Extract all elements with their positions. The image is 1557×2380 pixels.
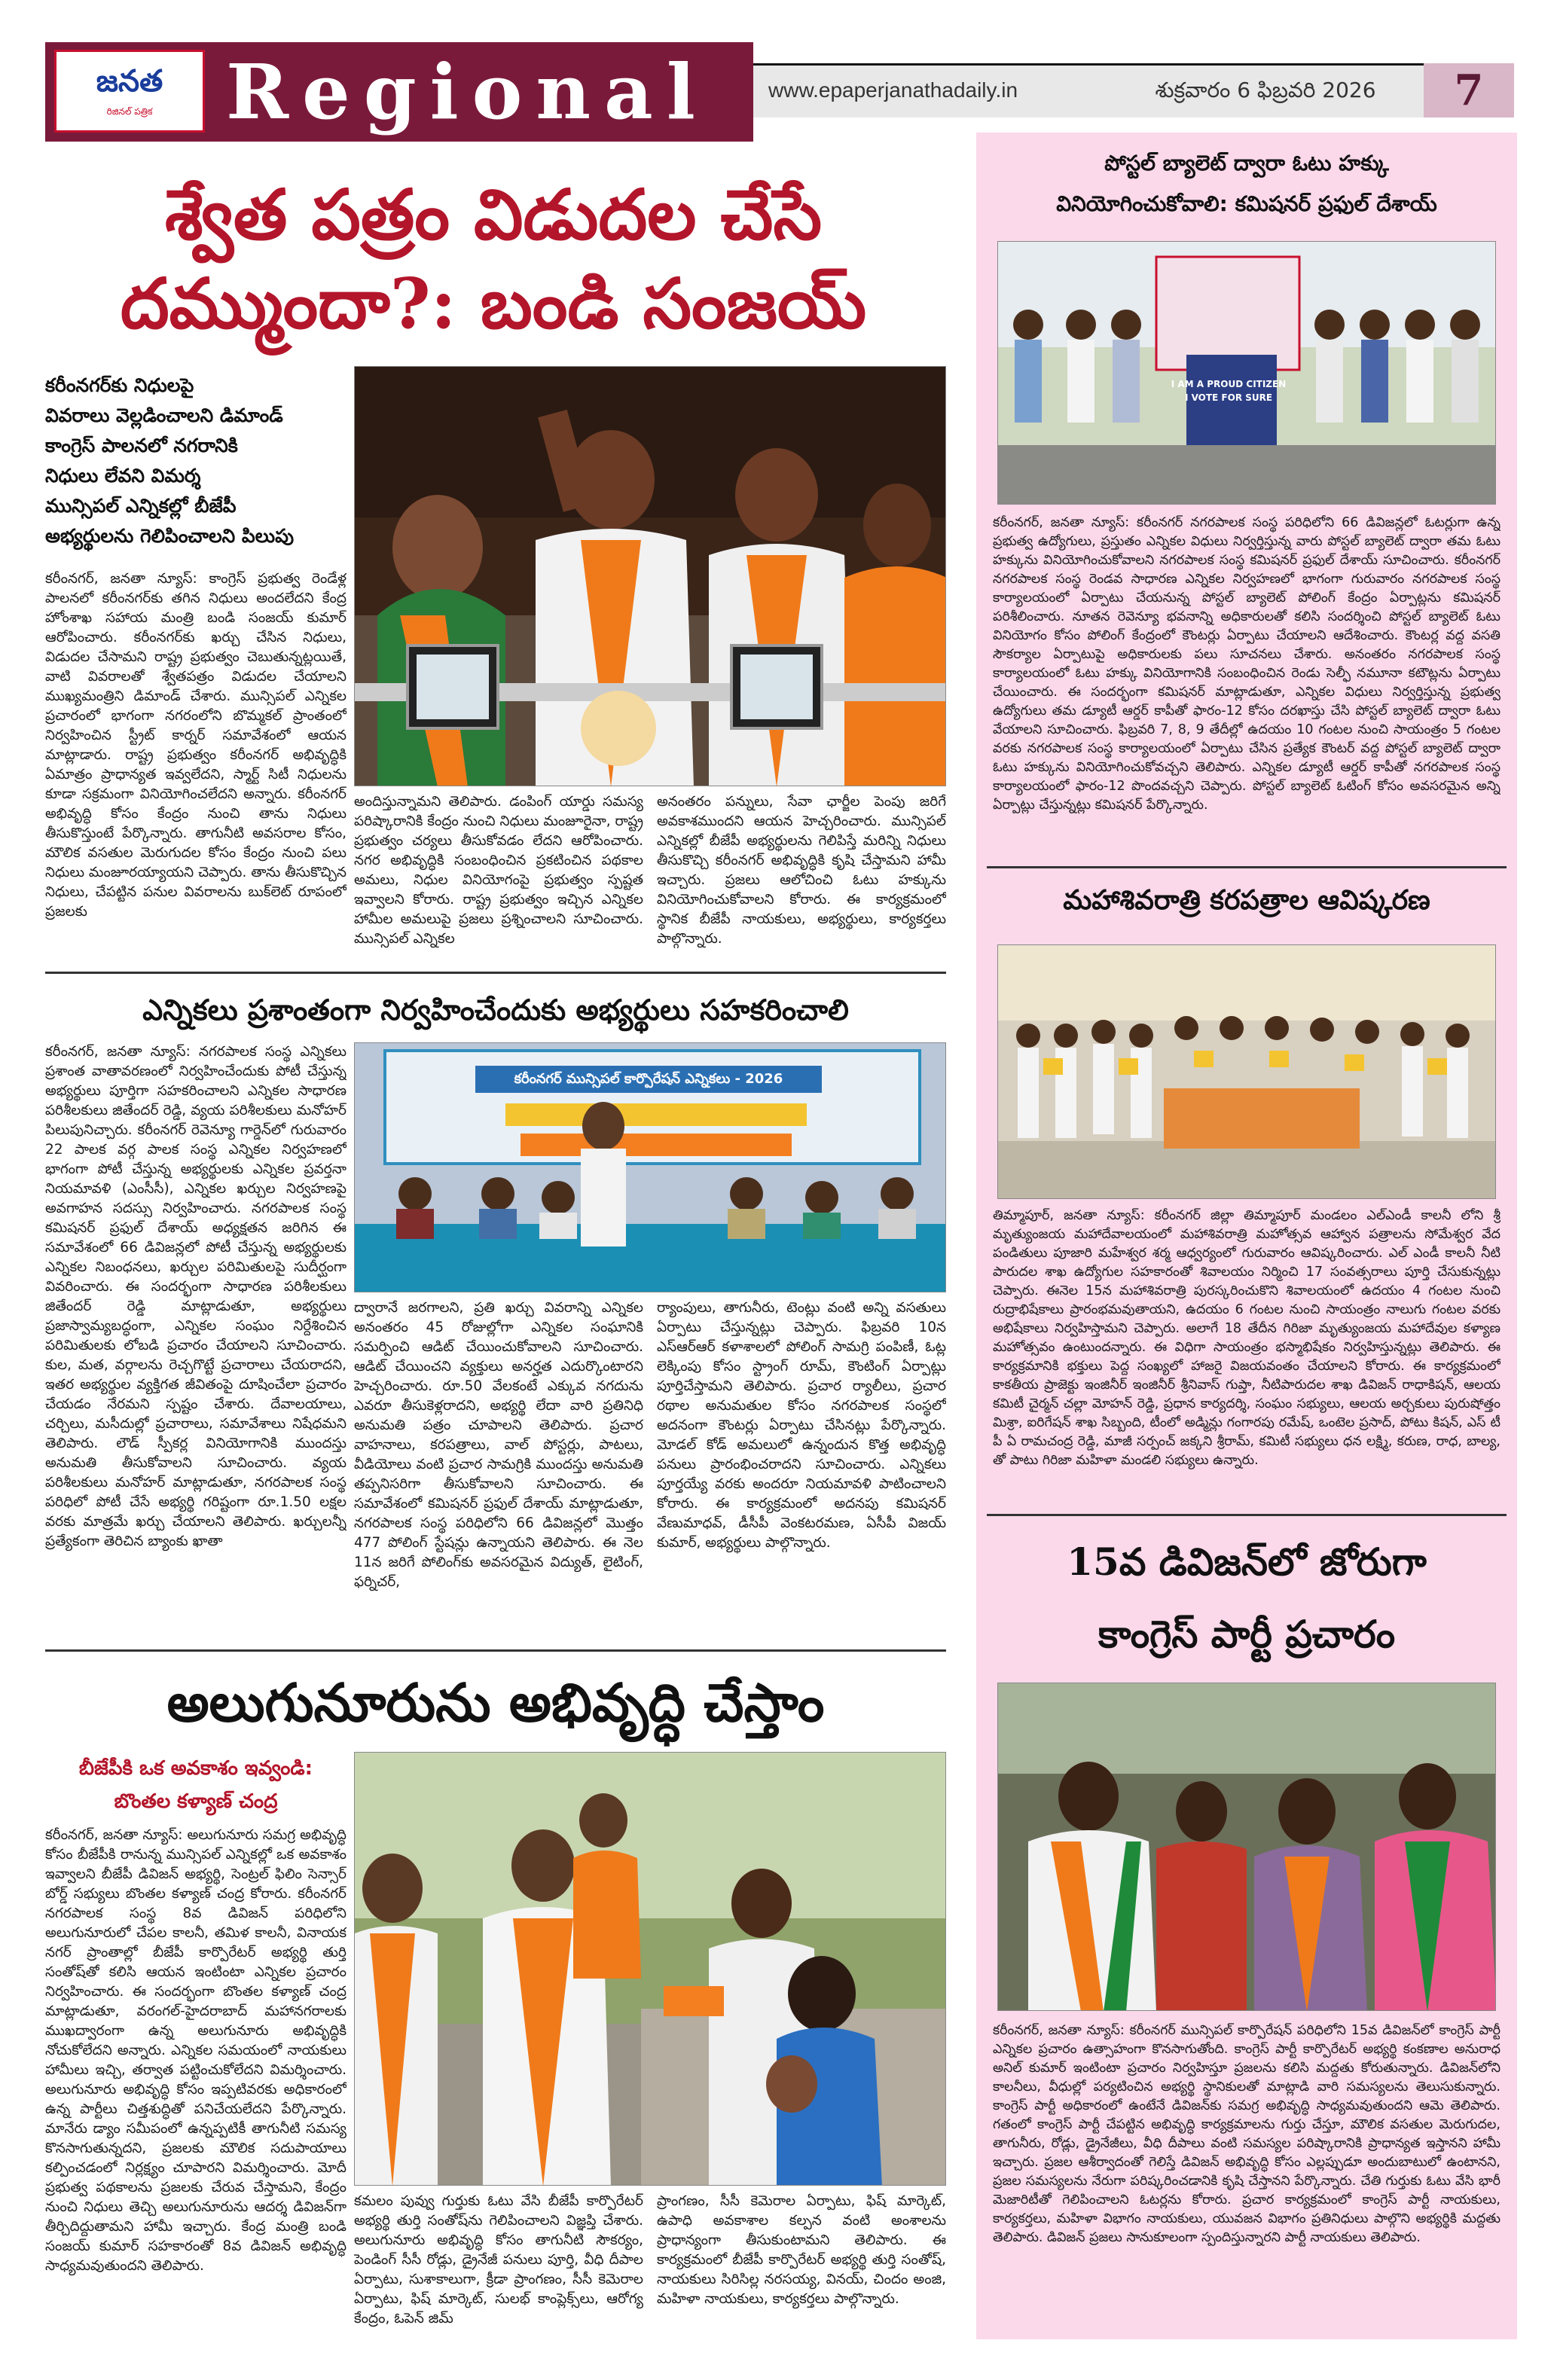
sidebar3-headline-line1: 15వ డివిజన్‌లో జోరుగా	[1067, 1539, 1427, 1584]
story3-subhead-line1: బీజేపీకి ఒక అవకాశం ఇవ్వండి:	[78, 1757, 313, 1780]
divider	[45, 1649, 946, 1652]
story1-subhead: అభ్యర్థులను గెలిపించాలని పిలుపు	[45, 525, 295, 547]
story1-subheads	[45, 371, 347, 559]
sidebar2-leaflet-photo	[997, 944, 1496, 1199]
logo-text: జనత	[96, 63, 163, 99]
story1-headline-line1: శ్వేత పత్రం విడుదల చేసే	[164, 174, 823, 255]
sidebar1-voting-photo	[997, 241, 1496, 505]
story2-banner-text: కరీంనగర్ మున్సిపల్ కార్పొరేషన్ ఎన్నికలు - 2026	[514, 1071, 783, 1087]
story1-headline	[45, 170, 942, 351]
sidebar3-body: కరీంనగర్, జనతా న్యూస్: కరీంనగర్ మున్సిపల్ కార్పొరేషన్ పరిధిలోని 15వ డివిజన్‌లో కాంగ్రెస్ పార్టీ ఎన్నికల ప్రచారం ఉత్సాహంగా కొనసాగుతోంది. కాంగ్రెస్ పార్టీ కార్పొరేటర్ అభ్యర్థి కంకణాల అనురాధ అనిల్ కుమార్ ఇంటింటా ప్రచారం నిర్వహిస్తూ ప్రజలను కలిసి మద్దతు కోరుతున్నారు. డివిజన్‌లోని కాలనీలు, వీధుల్లో పర్యటించిన అభ్యర్థి స్థానికులతో మాట్లాడి వారి సమస్యలను తెలుసుకున్నారు. కాంగ్రెస్ పార్టీ అధికారంలో ఉంటేనే డివిజన్‌కు సమగ్ర అభివృద్ధి సాధ్యమవుతుందని ఆమె తెలిపారు. గతంలో కాంగ్రెస్ పార్టీ చేపట్టిన అభివృద్ధి కార్యక్రమాలను గుర్తు చేస్తూ, మౌలిక వసతుల మెరుగుదల, తాగునీరు, రోడ్లు, డ్రైనేజీలు, వీధి దీపాలు వంటి సమస్యల పరిష్కారానికి ప్రాధాన్యత ఇస్తానని హామీ ఇచ్చారు. ప్రజల ఆశీర్వాదంతో గెలిస్తే డివిజన్ అభివృద్ధి కోసం ఎల్లప్పుడూ అందుబాటులో ఉంటానని, ప్రజల సమస్యలను నేరుగా పరిష్కరించడానికి కృషి చేస్తానని పేర్కొన్నారు. చేతి గుర్తుకు ఓటు వేసి భారీ మెజారిటీతో గెలిపించాలని ఓటర్లను కోరారు. ప్రచార కార్యక్రమంలో కాంగ్రెస్ పార్టీ నాయకులు, కార్యకర్తలు, మహిళా విభాగం నాయకులు, యువజన విభాగం ప్రతినిధులు పాల్గొని అభ్యర్థికి మద్దతు తెలిపారు. డివిజన్ ప్రజలు సానుకూలంగా స్పందిస్తున్నారని పార్టీ నాయకులు తెలిపారు.	[993, 2023, 1501, 2245]
story1-body-col2: అందిస్తున్నామని తెలిపారు. డంపింగ్ యార్డు సమస్య పరిష్కారానికి కేంద్రం నుంచి నిధులు మంజూరైనా, రాష్ట్ర ప్రభుత్వం చర్యలు తీసుకోవడం లేదని ఆరోపించారు. నగర అభివృద్ధికి సంబంధించిన ప్రకటించిన పథకాల అమలు, నిధుల వినియోగంపై ప్రభుత్వం స్పష్టత ఇవ్వాలని కోరారు. రాష్ట్ర ప్రభుత్వం ఇచ్చిన ఎన్నికల హామీల అమలుపై ప్రజలు ప్రశ్నించాలని సూచించారు. మున్సిపల్ ఎన్నికల	[354, 794, 643, 947]
sidebar3-headline-line2: కాంగ్రెస్ పార్టీ ప్రచారం	[1098, 1612, 1396, 1656]
story1-headline-line2: దమ్ముందా?: బండి సంజయ్	[120, 263, 867, 344]
story3-body-col2: కమలం పువ్వు గుర్తుకు ఓటు వేసి బీజేపీ కార్పొరేటర్ అభ్యర్థి తుర్తి సంతోష్‌ను గెలిపించాలని విజ్ఞప్తి చేశారు. అలుగునూరు అభివృద్ధి కోసం తాగునీటి సౌకర్యం, పెండింగ్ సీసీ రోడ్లు, డ్రైనేజీ పనులు పూర్తి, వీధి దీపాల ఏర్పాటు, సుశాకాలుగా, క్రీడా ప్రాంగణం, సీసీ కెమెరాల ఏర్పాటు, ఫిష్ మార్కెట్, సులభ్ కాంప్లెక్స్‌లు, ఆరోగ్య కేంద్రం, ఓపెన్ జిమ్	[354, 2193, 643, 2327]
story2-meeting-photo	[354, 1042, 946, 1292]
story1-subhead: నిధులు లేవని విమర్శ	[45, 465, 201, 487]
sidebar3-headline	[987, 1526, 1507, 1677]
story2-body-col1: కరీంనగర్, జనతా న్యూస్: నగరపాలక సంస్థ ఎన్నికలు ప్రశాంత వాతావరణంలో నిర్వహించేందుకు పోటీ చేస్తున్న అభ్యర్థులు పూర్తిగా సహకరించాలని ఎన్నికల సాధారణ పరిశీలకులు జితేందర్ రెడ్డి, వ్యయ పరిశీలకులు మనోహర్ పిలుపునిచ్చారు. కరీంనగర్ రెవెన్యూ గార్డెన్‌లో గురువారం 22 పాలక వర్గ పాలక సంస్థ ఎన్నికల నిర్వహణలో భాగంగా పోటీ చేస్తున్న అభ్యర్థులకు ఎన్నికల ప్రవర్తనా నియమావళి (ఎంసీసీ), ఎన్నికల ఖర్చుల నిర్వహణపై అవగాహన సదస్సు నిర్వహించారు. నగరపాలక సంస్థ కమిషనర్ ప్రఫుల్ దేశాయ్ అధ్యక్షతన జరిగిన ఈ సమావేశంలో 66 డివిజన్లలో పోటీ చేస్తున్న అభ్యర్థులకు ఎన్నికల నిబంధనలు, ఖర్చుల పరిమితులపై సుదీర్ఘంగా వివరించారు. ఈ సందర్భంగా సాధారణ పరిశీలకులు జితేందర్ రెడ్డి మాట్లాడుతూ, అభ్యర్థులు ప్రజాస్వామ్యబద్ధంగా, ఎన్నికల సంఘం నిర్దేశించిన పరిమితులకు లోబడి ప్రచారం చేయాలని సూచించారు. కుల, మత, వర్గాలను రెచ్చగొట్టే ప్రచారాలు చేయరాదని, ఇతర అభ్యర్థుల వ్యక్తిగత జీవితంపై దూషించేలా ప్రచారం చేయడం నేరమని స్పష్టం చేశారు. దేవాలయాలు, చర్చిలు, మసీదుల్లో ప్రచారాలు, సమావేశాలు నిషేధమని తెలిపారు. లౌడ్ స్పీకర్ల వినియోగానికి ముందస్తు అనుమతి తీసుకోవాలని సూచించారు. వ్యయ పరిశీలకులు మనోహర్ మాట్లాడుతూ, నగరపాలక సంస్థ పరిధిలో పోటీ చేసే అభ్యర్థి గరిష్టంగా రూ.1.50 లక్షల వరకు మాత్రమే ఖర్చు చేయాలని తెలిపారు. ఖర్చులన్నీ ప్రత్యేకంగా తెరిచిన బ్యాంకు ఖాతా	[45, 1044, 347, 1549]
sidebar1-body: కరీంనగర్, జనతా న్యూస్: కరీంనగర్ నగరపాలక సంస్థ పరిధిలోని 66 డివిజన్లలో ఓటర్లుగా ఉన్న ప్రభుత్వ ఉద్యోగులు, ప్రస్తుతం ఎన్నికల విధులు నిర్వర్తిస్తున్న వారు పోస్టల్ బ్యాలెట్ ద్వారా తమ ఓటు హక్కును వినియోగించుకోవాలని నగరపాలక సంస్థ కమిషనర్ ప్రఫుల్ దేశాయ్ సూచించారు. కరీంనగర్ నగరపాలక సంస్థ రెండవ సాధారణ ఎన్నికల నిర్వహణలో భాగంగా గురువారం నగరపాలక సంస్థ కార్యాలయంలో ఏర్పాటు చేయనున్న పోస్టల్ బ్యాలెట్ పోలింగ్ కేంద్రం ఏర్పాట్లను కమిషనర్ పరిశీలించారు. నూతన రెవెన్యూ భవనాన్ని అధికారులతో కలిసి సందర్శించి పోస్టల్ బ్యాలెట్ ఓటు వినియోగం కోసం పోలింగ్ కేంద్రంలో కౌంటర్లు ఏర్పాటు చేయాలని ఆదేశించారు. కౌంటర్ల వద్ద వసతి సౌకర్యాల ఏర్పాటుపై అధికారులకు పలు సూచనలు చేశారు. అనంతరం నగరపాలక సంస్థ కార్యాలయంలో ఓటు హక్కు వినియోగానికి సంబంధించిన రెండు సెల్ఫీ నమూనా కటౌట్లను ఏర్పాటు చేయించారు. ఈ సందర్భంగా కమిషనర్ మాట్లాడుతూ, ఎన్నికల విధులు నిర్వర్తిస్తున్న ప్రభుత్వ ఉద్యోగులు తమ డ్యూటీ ఆర్డర్ కాపీతో ఫారం-12 కోసం దరఖాస్తు చేసి పోస్టల్ బ్యాలెట్ ద్వారా ఓటు వేయాలని సూచించారు. ఫిబ్రవరి 7, 8, 9 తేదీల్లో ఉదయం 10 గంటల నుంచి సాయంత్రం 5 గంటల వరకు నగరపాలక సంస్థ కార్యాలయంలో ఏర్పాటు చేసిన ప్రత్యేక కౌంటర్ వద్ద పోస్టల్ బ్యాలెట్ ద్వారా ఓటు హక్కును వినియోగించుకోవచ్చని తెలిపారు. ఎన్నికల డ్యూటీ ఆర్డర్ కాపీతో నగరపాలక సంస్థ కార్యాలయంలో ఫారం-12 పొందవచ్చని చెప్పారు. పోస్టల్ బ్యాలెట్ ఓటింగ్ కోసం అవసరమైన అన్ని ఏర్పాట్లు చేస్తున్నట్లు కమిషనర్ పేర్కొన్నారు.	[993, 515, 1501, 813]
story2-body-col3: ర్యాంపులు, తాగునీరు, టెంట్లు వంటి అన్ని వసతులు ఏర్పాటు చేస్తున్నట్లు చెప్పారు. ఫిబ్రవరి 10న ఎస్ఆర్ఆర్ కళాశాలలో పోలింగ్ సామగ్రి పంపిణీ, ఓట్ల లెక్కింపు కోసం స్ట్రాంగ్ రూమ్, కౌంటింగ్ ఏర్పాట్లు పూర్తిచేస్తామని తెలిపారు. ప్రచార ర్యాలీలు, ప్రచార రథాల అనుమతుల కోసం నగరపాలక సంస్థలో అదనంగా కౌంటర్లు ఏర్పాటు చేసినట్లు పేర్కొన్నారు. మోడల్ కోడ్ అమలులో ఉన్నందున కొత్త అభివృద్ధి పనులు ప్రారంభించరాదని సూచించారు. ఎన్నికలు పూర్తయ్యే వరకు అందరూ నియమావళి పాటించాలని కోరారు. ఈ కార్యక్రమంలో అదనపు కమిషనర్ వేణుమాధవ్, డీసీపీ వెంకటరమణ, ఏసీపీ విజయ్ కుమార్, అభ్యర్థులు పాల్గొన్నారు.	[657, 1300, 946, 1551]
divider	[45, 972, 946, 974]
sidebar1-banner-text: I AM A PROUD CITIZEN I VOTE FOR SURE	[1171, 379, 1287, 403]
website-url[interactable]: www.epaperjanathadaily.in	[768, 78, 1018, 102]
story3-body-col1: కరీంనగర్, జనతా న్యూస్: అలుగునూరు సమగ్ర అభివృద్ధి కోసం బీజేపీకి రానున్న మున్సిపల్ ఎన్నికల్లో ఒక అవకాశం ఇవ్వాలని బీజేపీ డివిజన్ అభ్యర్థి, సెంట్రల్ ఫిలిం సెన్సార్ బోర్డ్ సభ్యులు బొంతల కళ్యాణ్ చంద్ర కోరారు. కరీంనగర్ నగరపాలక సంస్థ 8వ డివిజన్ పరిధిలోని అలుగునూరులో చేపల కాలనీ, తమిళ కాలనీ, వినాయక నగర్ ప్రాంతాల్లో బీజేపీ కార్పొరేటర్ అభ్యర్థి తుర్తి సంతోష్‌తో కలిసి ఆయన ఇంటింటా ఎన్నికల ప్రచారం నిర్వహించారు. ఈ సందర్భంగా బొంతల కళ్యాణ్ చంద్ర మాట్లాడుతూ, వరంగల్-హైదరాబాద్ మహానగరాలకు ముఖద్వారంగా ఉన్న అలుగునూరు అభివృద్ధికి నోచుకోలేదని అన్నారు. ఎన్నికల సమయంలో నాయకులు హామీలు ఇచ్చి, తర్వాత పట్టించుకోలేదని విమర్శించారు. అలుగునూరు అభివృద్ధి కోసం ఇప్పటివరకు అధికారంలో ఉన్న పార్టీలు చిత్తశుద్ధితో పనిచేయలేదని పేర్కొన్నారు. మానేరు డ్యాం సమీపంలో ఉన్నప్పటికీ తాగునీటి సమస్య కొనసాగుతున్నదని, ప్రజలకు మౌలిక సదుపాయాలు కల్పించడంలో నిర్లక్ష్యం చూపారని విమర్శించారు. మోదీ ప్రభుత్వ పథకాలను ప్రజలకు చేరువ చేస్తామని, కేంద్రం నుంచి నిధులు తెచ్చి అలుగునూరును ఆదర్శ డివిజన్‌గా తీర్చిదిద్దుతామని హామీ ఇచ్చారు. కేంద్ర మంత్రి బండి సంజయ్ కుమార్ సహకారంతో 8వ డివిజన్ అభివృద్ధి సాధ్యమవుతుందని తెలిపారు.	[45, 1827, 347, 2274]
sidebar1-headline-line2: వినియోగించుకోవాలి: కమిషనర్ ప్రఫుల్ దేశాయ్	[1056, 191, 1437, 216]
logo-subtext: రిజినల్ పత్రిక	[106, 105, 153, 117]
sidebar3-campaign-photo	[997, 1683, 1496, 2011]
story2-body-col2: ద్వారానే జరగాలని, ప్రతి ఖర్చు వివరాన్ని ఎన్నికల అనంతరం 45 రోజుల్లోగా ఎన్నికల సంఘానికి సమర్పించి ఆడిట్ చేయించుకోవాలని సూచించారు. ఆడిట్ చేయించని వ్యక్తులు అనర్హత ఎదుర్కొంటారని హెచ్చరించారు. రూ.50 వేలకంటే ఎక్కువ నగదును ఎవరూ తీసుకెళ్లరాదని, అభ్యర్థి లేదా వారి ప్రతినిధి అనుమతి పత్రం చూపాలని తెలిపారు. ప్రచార వాహనాలు, కరపత్రాలు, వాల్ పోస్టర్లు, పాటలు, వీడియోలు వంటి ప్రచార సామగ్రికి ముందస్తు అనుమతి తప్పనిసరిగా తీసుకోవాలని సూచించారు. ఈ సమావేశంలో కమిషనర్ ప్రఫుల్ దేశాయ్ మాట్లాడుతూ, నగరపాలక సంస్థ పరిధిలోని 66 డివిజన్లలో మొత్తం 477 పోలింగ్ స్టేషన్లు ఉన్నాయని తెలిపారు. ఈ నెల 11న జరిగే పోలింగ్‌కు అవసరమైన విద్యుత్, లైటింగ్, ఫర్నిచర్,	[354, 1300, 643, 1590]
story1-rally-photo	[354, 366, 946, 786]
story1-body-col1: కరీంనగర్, జనతా న్యూస్: కాంగ్రెస్ ప్రభుత్వ రెండేళ్ల పాలనలో కరీంనగర్‌కు తగిన నిధులు అందలేదని కేంద్ర హోంశాఖ సహాయ మంత్రి బండి సంజయ్ కుమార్ ఆరోపించారు. కరీంనగర్‌కు ఖర్చు చేసిన నిధులు, విడుదల చేసామని రాష్ట్ర ప్రభుత్వం చెబుతున్నట్లయితే, వాటి వివరాలతో శ్వేతపత్రం విడుదల చేయాలని ముఖ్యమంత్రిని డిమాండ్ చేశారు. మున్సిపల్ ఎన్నికల ప్రచారంలో భాగంగా నగరంలోని బొమ్మకల్ ప్రాంతంలో నిర్వహించిన స్ట్రీట్ కార్నర్ సమావేశంలో ఆయన మాట్లాడారు. రాష్ట్ర ప్రభుత్వం కరీంనగర్ అభివృద్ధికి ఏమాత్రం ప్రాధాన్యత ఇవ్వలేదని, స్మార్ట్ సిటీ నిధులను కూడా సక్రమంగా వినియోగించలేదని అన్నారు. కరీంనగర్ అభివృద్ధి కోసం కేంద్రం నుంచి తాను నిధులు తీసుకొస్తుంటే పేర్కొన్నారు. తాగునీటి అవసరాల కోసం, మౌలిక వసతుల మెరుగుదల కోసం కేంద్రం నుంచి పలు నిధులు మంజూరయ్యాయని చెప్పారు. తాను తీసుకొచ్చిన నిధులు, చేపట్టిన పనుల వివరాలను బుక్‌లెట్ రూపంలో ప్రజలకు	[45, 571, 347, 920]
story3-headline: అలుగునూరును అభివృద్ధి చేస్తాం	[166, 1671, 825, 1734]
story1-subhead: వివరాలు వెల్లడించాలని డిమాండ్	[45, 404, 283, 426]
section-title: Regional	[226, 47, 709, 136]
sidebar2-body: తిమ్మాపూర్, జనతా న్యూస్: కరీంనగర్ జిల్లా తిమ్మాపూర్ మండలం ఎల్ఎండీ కాలనీ లోని శ్రీ మృత్యుంజయ మహాదేవాలయంలో మహాశివరాత్రి మహోత్సవ ఆహ్వాన పత్రాలను సోమేశ్వర వేద పండితులు పూజారి మహేశ్వర శర్మ ఆధ్వర్యంలో గురువారం ఆవిష్కరించారు. ఎల్ ఎండీ కాలనీ నీటి పారుదల శాఖ ఉద్యోగుల సహకారంతో శివాలయం నిర్మించి 17 సంవత్సరాలు పూర్తి చేసుకున్నట్లు చెప్పారు. ఈనెల 15న మహాశివరాత్రి పురస్కరించుకొని శివాలయంలో ఉదయం 4 గంటల నుంచి రుద్రాభిషేకాలు ప్రారంభమవుతాయని, ఉదయం 6 గంటల నుంచి సాయంత్రం నాలుగు గంటల వరకు అభిషేకాలు నిర్వహిస్తామని చెప్పారు. అలాగే 18 తేదీన గిరిజా మృత్యుంజయ మహాదేవుల కళ్యాణ మహోత్సవం ఉంటుందన్నారు. ఈ విధిగా సాయంత్రం భస్మాభిషేకం నిర్వహిస్తున్నట్లు తెలిపారు. ఈ కార్యక్రమానికి భక్తులు పెద్ద సంఖ్యలో హాజరై విజయవంతం చేయాలని కోరారు. ఈ కార్యక్రమంలో కాకతీయ ప్రాజెక్టు ఇంజినీర్ ఇంజినీర్ శ్రీనివాస్ గుప్తా, నీటిపారుదల శాఖ డివిజన్ రాధాకిషన్, ఆలయ కమిటీ చైర్మన్ చల్లా మోహన్ రెడ్డి, ప్రధాన కార్యదర్శి, సంఘం సభ్యులు, ఆలయ అర్చకులు పురుషోత్తం మిశ్రా, ఐరిగేషన్ శాఖ సిబ్బంది, టీంలో అడ్మిన్లు గంగారపు రమేష్, ఒంటెల ప్రసాద్, పోటు కిషన్, ఎస్ టీ పీ ఏ రామచంద్ర రెడ్డి, మాజీ సర్పంచ్ జక్కని శ్రీరామ్, కమిటీ సభ్యులు ధన లక్ష్మి, కరుణ, రాధ, బాల్య, తో పాటు గిరిజా మహిళా మండలి సభ్యులు ఉన్నారు.	[993, 1208, 1501, 1468]
story3-body-col3: ప్రాంగణం, సీసీ కెమెరాల ఏర్పాటు, ఫిష్ మార్కెట్, ఉపాధి అవకాశాల కల్పన వంటి అంశాలను ప్రాధాన్యంగా తీసుకుంటామని తెలిపారు. ఈ కార్యక్రమంలో బీజేపీ కార్పొరేటర్ అభ్యర్థి తుర్తి సంతోష్, నాయకులు సిరిసిల్ల నరసయ్య, వినయ్, చిందం అంజి, మహిళా నాయకులు, కార్యకర్తలు పాల్గొన్నారు.	[657, 2193, 946, 2307]
story3-subhead	[45, 1752, 347, 1820]
sidebar1-headline	[987, 143, 1507, 226]
story3-campaign-photo	[354, 1752, 946, 2186]
page-number: 7	[1424, 63, 1514, 117]
sidebar1-headline-line1: పోస్టల్ బ్యాలెట్ ద్వారా ఓటు హక్కు	[1104, 151, 1389, 175]
story3-subhead-line2: బొంతల కళ్యాణ్ చంద్ర	[114, 1790, 278, 1813]
sidebar2-headline: మహాశివరాత్రి కరపత్రాల ఆవిష్కరణ	[1063, 885, 1430, 916]
story2-headline: ఎన్నికలు ప్రశాంతంగా నిర్వహించేందుకు అభ్యర్థులు సహకరించాలి	[142, 993, 849, 1027]
story1-body-col3: అనంతరం పన్నులు, సేవా ఛార్జీల పెంపు జరిగే అవకాశముందని ఆయన హెచ్చరించారు. మున్సిపల్ ఎన్నికల్లో బీజేపీ అభ్యర్థులను గెలిపిస్తే మరిన్ని నిధులు తీసుకొచ్చి కరీంనగర్ అభివృద్ధికి కృషి చేస్తామని హామీ ఇచ్చారు. ప్రజలు ఆలోచించి ఓటు హక్కును వినియోగించుకోవాలని కోరారు. ఈ కార్యక్రమంలో స్థానిక బీజేపీ నాయకులు, అభ్యర్థులు, కార్యకర్తలు పాల్గొన్నారు.	[657, 794, 946, 947]
story1-subhead: కరీంనగర్‌కు నిధులపై	[45, 374, 194, 396]
story1-subhead: కాంగ్రెస్ పాలనలో నగరానికి	[45, 435, 238, 456]
story1-subhead: మున్సిపల్ ఎన్నికల్లో బీజేపీ	[45, 495, 237, 517]
newspaper-logo	[54, 50, 205, 133]
issue-date: శుక్రవారం 6 ఫిబ్రవరి 2026	[1155, 78, 1376, 102]
divider	[987, 1514, 1507, 1516]
divider	[987, 866, 1507, 868]
